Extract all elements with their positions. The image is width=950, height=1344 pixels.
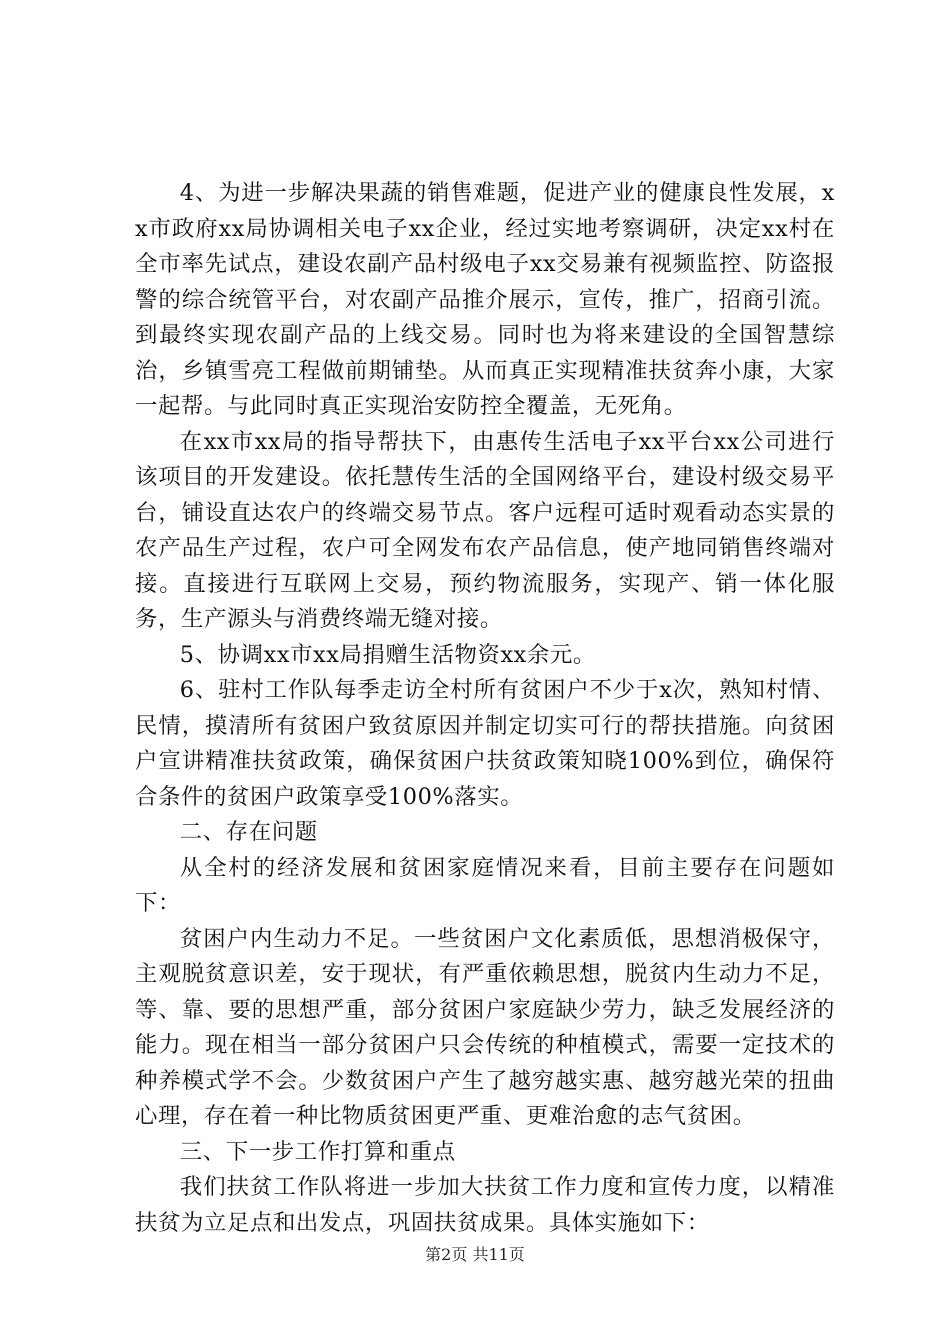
paragraph-item-4-ecommerce: 4、为进一步解决果蔬的销售难题，促进产业的健康良性发展，xx市政府xx局协调相关电子xx企业，经过实地考察调研，决定xx村在全市率先试点，建设农副产品村级电子xx交易兼有视频监控、防盗报警的综合统管平台，对农副产品推介展示，宣传，推广，招商引流。到最终实现农副产品的上线交易。同时也为将来建设的全国智慧综治，乡镇雪亮工程做前期铺垫。从而真正实现精准扶贫奔小康，大家一起帮。与此同时真正实现治安防控全覆盖，无死角。 xyxy=(135,180,835,419)
page-number-footer: 第2页 共11页 xyxy=(425,1245,525,1264)
paragraph-problems-intro: 从全村的经济发展和贫困家庭情况来看，目前主要存在问题如下： xyxy=(135,854,835,916)
paragraph-next-steps-intro: 我们扶贫工作队将进一步加大扶贫工作力度和宣传力度，以精准扶贫为立足点和出发点，巩固扶贫成果。具体实施如下： xyxy=(135,1174,835,1236)
document-body xyxy=(135,176,835,1241)
section-heading-next-steps: 三、下一步工作打算和重点 xyxy=(179,1138,456,1165)
paragraph-item-6-visits: 6、驻村工作队每季走访全村所有贫困户不少于x次，熟知村情、民情，摸清所有贫困户致贫原因并制定切实可行的帮扶措施。向贫困户宣讲精准扶贫政策，确保贫困户扶贫政策知晓100%到位，确保符合条件的贫困户政策享受100%落实。 xyxy=(135,677,835,810)
paragraph-item-5-donation: 5、协调xx市xx局捐赠生活物资xx余元。 xyxy=(179,641,596,668)
paragraph-problems-detail: 贫困户内生动力不足。一些贫困户文化素质低，思想消极保守，主观脱贫意识差，安于现状，有严重依赖思想，脱贫内生动力不足，等、靠、要的思想严重，部分贫困户家庭缺少劳力，缺乏发展经济的能力。现在相当一部分贫困户只会传统的种植模式，需要一定技术的种养模式学不会。少数贫困户产生了越穷越实惠、越穷越光荣的扭曲心理，存在着一种比物质贫困更严重、更难治愈的志气贫困。 xyxy=(135,925,835,1129)
paragraph-platform-development: 在xx市xx局的指导帮扶下，由惠传生活电子xx平台xx公司进行该项目的开发建设。依托慧传生活的全国网络平台，建设村级交易平台，铺设直达农户的终端交易节点。客户远程可适时观看动态实景的农产品生产过程，农户可全网发布农产品信息，使产地同销售终端对接。直接进行互联网上交易，预约物流服务，实现产、销一体化服务，生产源头与消费终端无缝对接。 xyxy=(135,428,835,632)
section-heading-problems: 二、存在问题 xyxy=(179,819,318,845)
